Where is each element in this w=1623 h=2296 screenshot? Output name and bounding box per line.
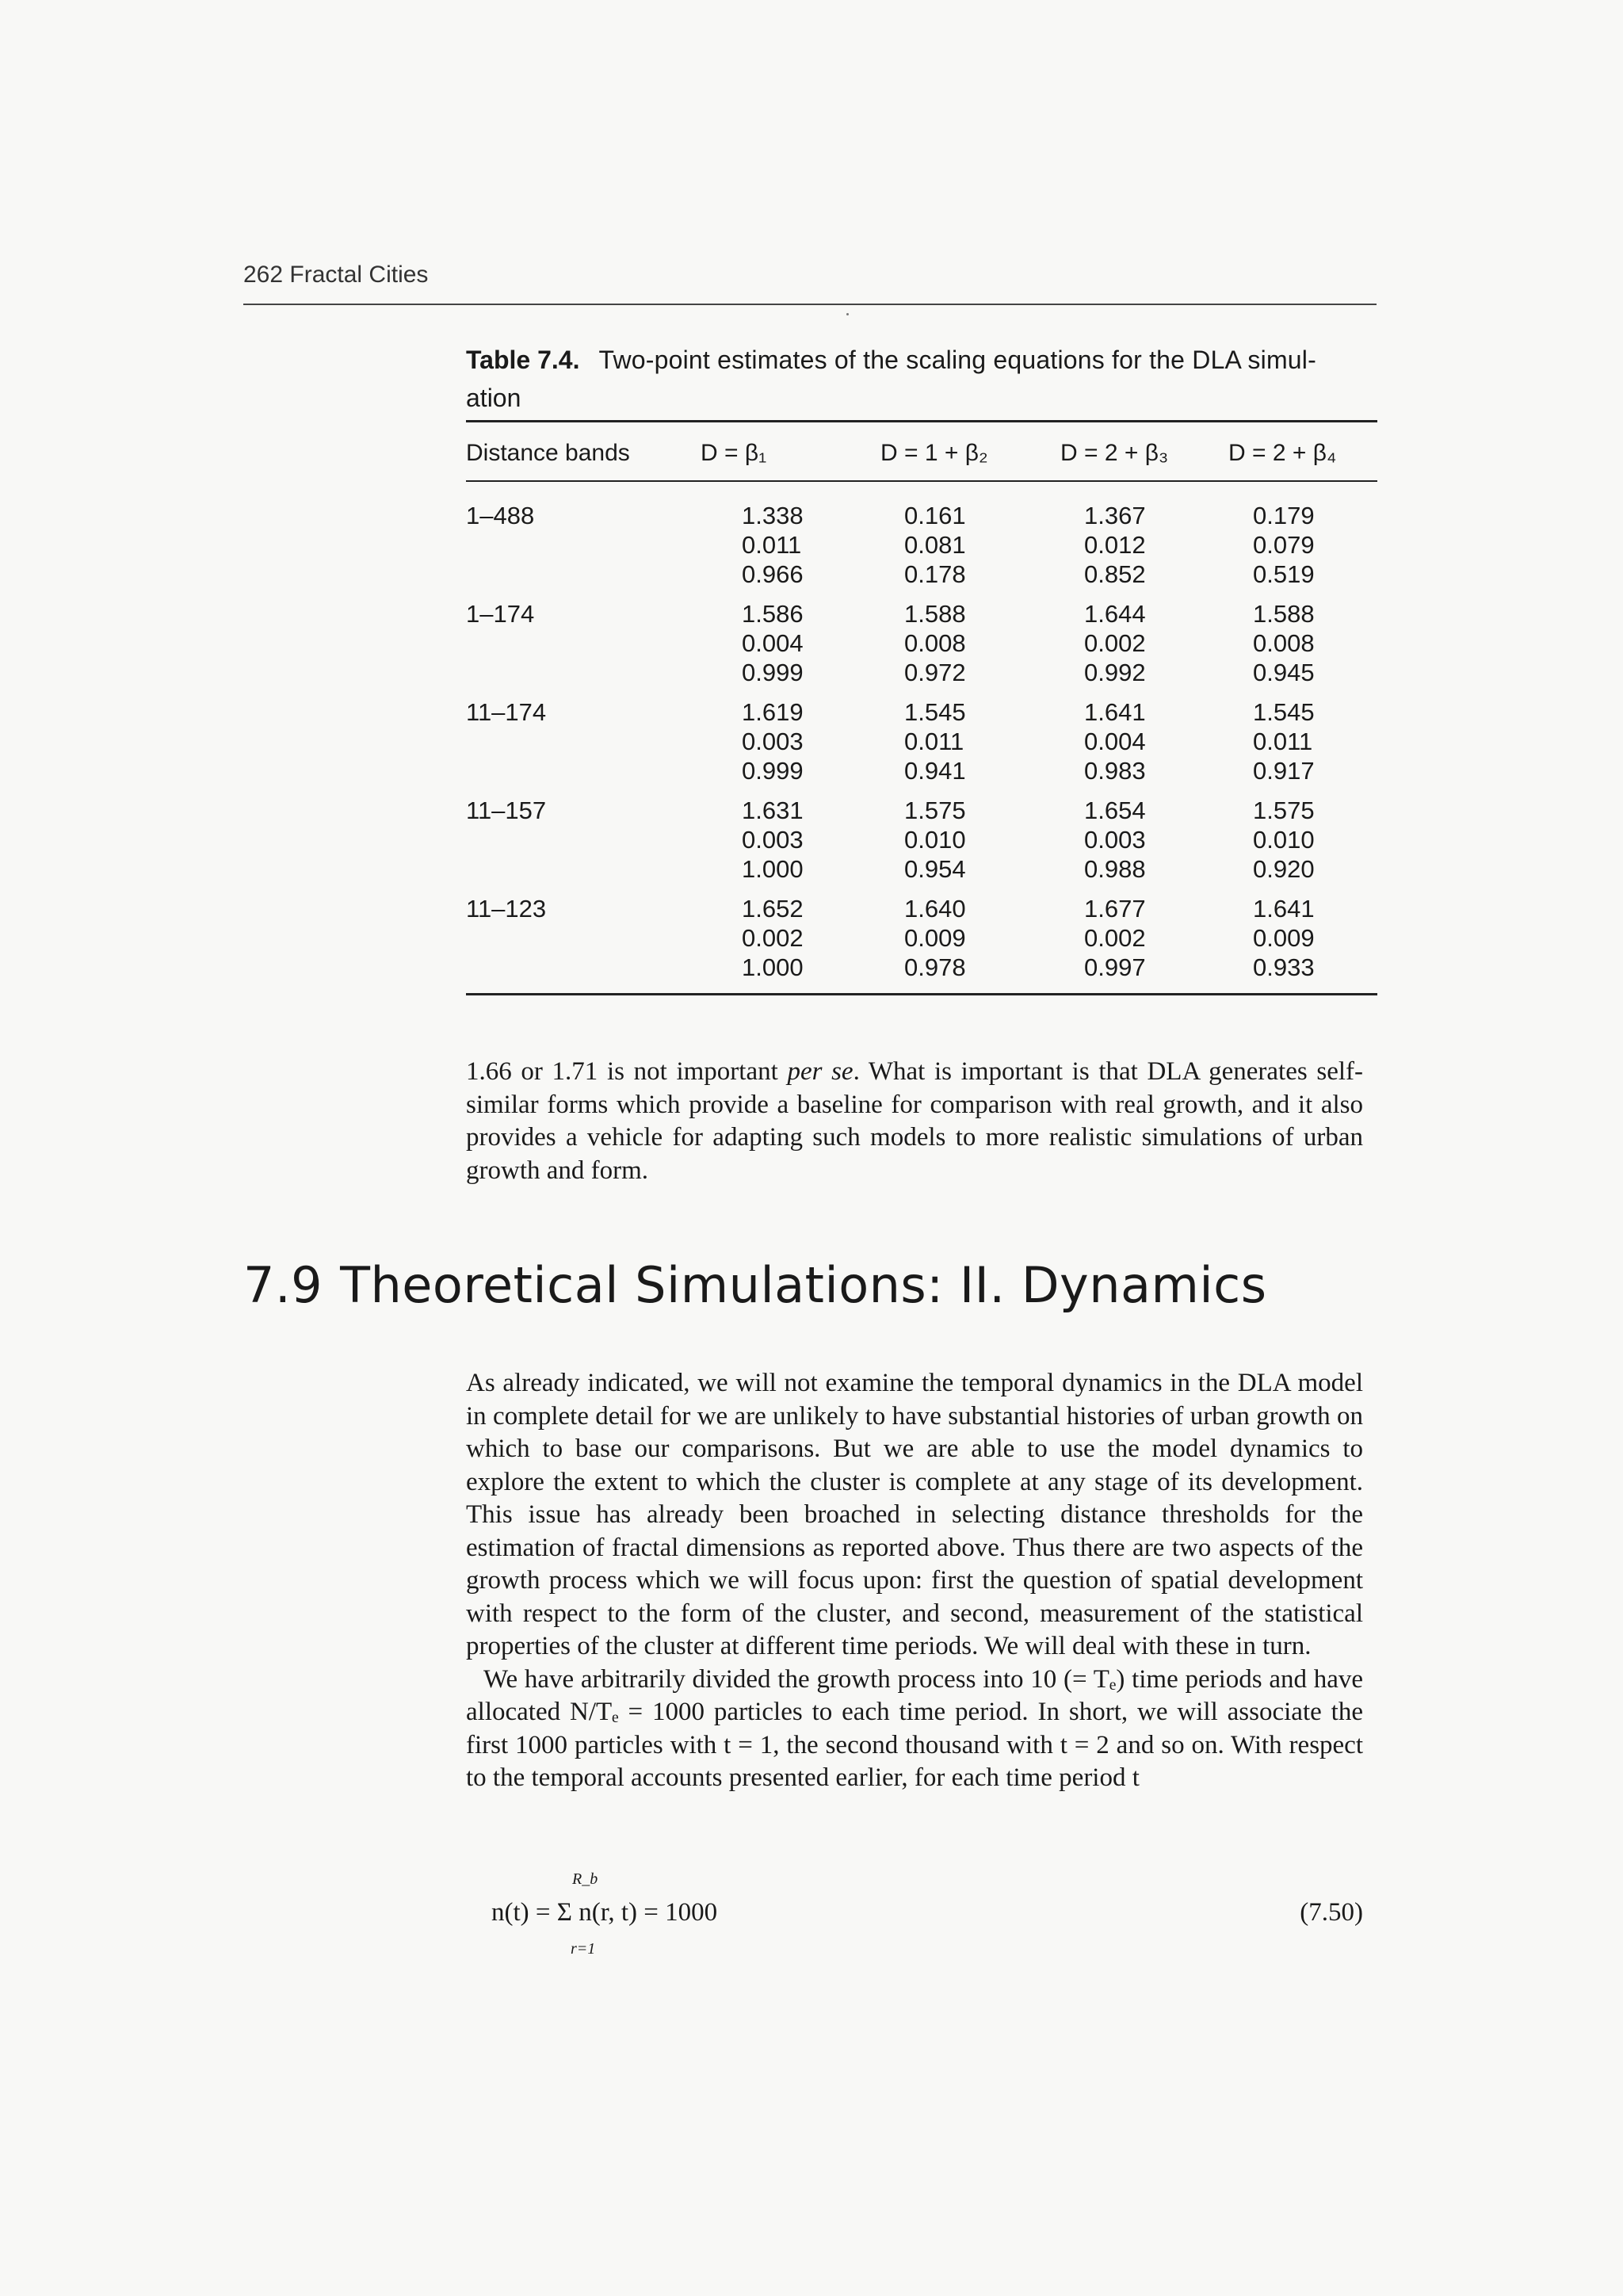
col-beta3: [1084, 599, 1179, 687]
equation-7-50: [491, 1870, 1363, 1958]
paragraph-dla-importance: [466, 1056, 1363, 1187]
col-beta2: [904, 501, 999, 589]
table-header: [466, 440, 1377, 472]
sum-lower-limit: r=1: [571, 1940, 596, 1958]
col-beta3: [1084, 894, 1179, 982]
cell: 1.586: [742, 600, 804, 628]
cell: 0.004: [1084, 728, 1146, 755]
col-beta4: [1253, 697, 1348, 785]
cell: 0.933: [1253, 953, 1315, 981]
col-header-distance-bands: Distance bands: [466, 440, 630, 466]
row-band: 1–174: [466, 600, 535, 628]
table-row: [466, 796, 1377, 894]
table-header-rule: [466, 480, 1377, 482]
table-row: [466, 697, 1377, 796]
cell: 0.917: [1253, 757, 1315, 785]
col-beta1: [742, 501, 837, 589]
cell: 1.545: [1253, 698, 1315, 726]
col-beta2: [904, 599, 999, 687]
paragraph-dynamics: [466, 1367, 1363, 1795]
header-rule: [243, 304, 1377, 305]
cell: 0.009: [904, 924, 966, 952]
col-header-beta1: D = β₁: [701, 440, 767, 466]
cell: 0.011: [904, 728, 964, 755]
cell: 0.178: [904, 560, 966, 588]
section-number: 7.9: [243, 1256, 323, 1314]
col-beta3: [1084, 796, 1179, 884]
table-row: [466, 501, 1377, 599]
row-band: 11–157: [466, 797, 547, 824]
paragraph-text: As already indicated, we will not examine the temporal dynamics in the DLA model in complete detail for we are unlikely to have substantial histories of urban growth on which to base our comparisons. But we are able to use the model dynamics to explore the extent to which the cluster is complete at any stage of its development. This issue has already been broached in selecting distance thresholds for the estimation of fractal dimensions as reported above. Thus there are two aspects of the growth process which we will focus upon: first the question of spatial development with respect to the form of the cluster, and second, measurement of the statistical properties of the cluster at different time periods. We will deal with these in turn.: [466, 1369, 1363, 1660]
cell: 0.972: [904, 659, 966, 686]
cell: 0.920: [1253, 855, 1315, 883]
table-top-rule: [466, 420, 1377, 422]
cell: 0.852: [1084, 560, 1146, 588]
table-row: [466, 894, 1377, 992]
cell: 0.079: [1253, 531, 1315, 559]
cell: 1.654: [1084, 797, 1146, 824]
cell: 0.519: [1253, 560, 1315, 588]
cell: 1.631: [742, 797, 804, 824]
cell: 1.575: [1253, 797, 1315, 824]
table-row: [466, 599, 1377, 697]
cell: 0.997: [1084, 953, 1146, 981]
text-run: . What is important is that DLA generates self-similar forms which provide a baseline for comparison with real growth, and it also provides a vehicle for adapting such models to more realistic simulations of urban growth and form.: [466, 1057, 1364, 1185]
cell: 1.644: [1084, 600, 1146, 628]
cell: 0.009: [1253, 924, 1315, 952]
equation-body: n(t) = Σ n(r, t) = 1000: [491, 1898, 718, 1927]
table-caption: [466, 341, 1377, 417]
cell: 0.988: [1084, 855, 1146, 883]
cell: 1.641: [1084, 698, 1146, 726]
equation-number: (7.50): [1300, 1898, 1363, 1927]
cell: 1.677: [1084, 895, 1146, 923]
col-beta4: [1253, 796, 1348, 884]
text-run-italic: per se: [787, 1057, 854, 1086]
section-heading: [243, 1256, 1267, 1314]
cell: 0.004: [742, 629, 804, 657]
cell: 1.575: [904, 797, 966, 824]
table-body: [466, 501, 1377, 992]
col-beta4: [1253, 599, 1348, 687]
table-title: Two-point estimates of the scaling equations for the DLA simul-: [598, 346, 1316, 374]
cell: 1.588: [1253, 600, 1315, 628]
col-beta1: [742, 796, 837, 884]
col-header-beta3: D = 2 + β₃: [1060, 440, 1169, 466]
paragraph-text: [466, 1056, 1363, 1187]
cell: 0.010: [1253, 826, 1315, 854]
col-beta1: [742, 599, 837, 687]
paragraph-text: We have arbitrarily divided the growth process into 10 (= Tₑ) time periods and have allocated N/Tₑ = 1000 particles to each time period. In short, we will associate the first 1000 particles with t = 1, the second thousand with t = 2 and so on. With respect to the temporal accounts presented earlier, for each time period t: [466, 1664, 1363, 1792]
cell: 0.003: [742, 728, 804, 755]
cell: 0.978: [904, 953, 966, 981]
cell: 0.002: [1084, 924, 1146, 952]
cell: 1.640: [904, 895, 966, 923]
cell: 0.954: [904, 855, 966, 883]
cell: 1.619: [742, 698, 804, 726]
running-head: 262 Fractal Cities: [243, 262, 429, 288]
cell: 0.003: [1084, 826, 1146, 854]
cell: 0.008: [1253, 629, 1315, 657]
cell: 0.179: [1253, 502, 1315, 529]
cell: 1.367: [1084, 502, 1146, 529]
cell: 0.002: [742, 924, 804, 952]
col-beta4: [1253, 501, 1348, 589]
table-title-end: ation: [466, 384, 521, 412]
cell: 0.008: [904, 629, 966, 657]
col-header-beta2: D = 1 + β₂: [880, 440, 988, 466]
table-label: Table 7.4.: [466, 346, 580, 374]
table-bottom-rule: [466, 993, 1377, 995]
section-title: Theoretical Simulations: II. Dynamics: [340, 1256, 1267, 1314]
sum-upper-limit: R_b: [572, 1870, 598, 1888]
cell: 0.010: [904, 826, 966, 854]
cell: 1.000: [742, 953, 804, 981]
row-band: 11–123: [466, 895, 547, 923]
cell: 0.161: [904, 502, 966, 529]
col-beta1: [742, 697, 837, 785]
cell: 1.338: [742, 502, 804, 529]
cell: 0.941: [904, 757, 966, 785]
cell: 0.003: [742, 826, 804, 854]
print-speck: [846, 313, 849, 315]
col-beta2: [904, 796, 999, 884]
row-band: 11–174: [466, 698, 547, 726]
col-beta1: [742, 894, 837, 982]
cell: 0.999: [742, 659, 804, 686]
cell: 0.081: [904, 531, 966, 559]
row-band: 1–488: [466, 502, 535, 529]
col-beta2: [904, 894, 999, 982]
cell: 0.966: [742, 560, 804, 588]
col-beta4: [1253, 894, 1348, 982]
col-beta2: [904, 697, 999, 785]
cell: 0.011: [742, 531, 802, 559]
cell: 0.999: [742, 757, 804, 785]
cell: 1.000: [742, 855, 804, 883]
col-header-beta4: D = 2 + β₄: [1228, 440, 1337, 466]
cell: 1.641: [1253, 895, 1315, 923]
cell: 0.945: [1253, 659, 1315, 686]
cell: 0.002: [1084, 629, 1146, 657]
cell: 0.011: [1253, 728, 1313, 755]
col-beta3: [1084, 697, 1179, 785]
cell: 0.992: [1084, 659, 1146, 686]
text-run: 1.66 or 1.71 is not important: [466, 1057, 788, 1086]
cell: 1.588: [904, 600, 966, 628]
cell: 0.012: [1084, 531, 1146, 559]
col-beta3: [1084, 501, 1179, 589]
cell: 1.652: [742, 895, 804, 923]
cell: 1.545: [904, 698, 966, 726]
cell: 0.983: [1084, 757, 1146, 785]
